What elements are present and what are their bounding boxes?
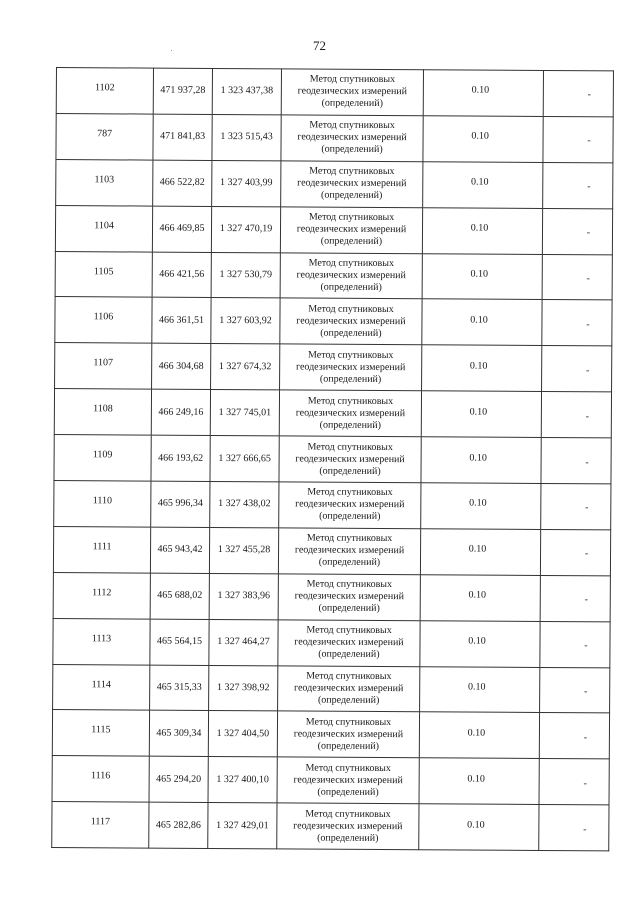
y-coordinate-cell — [208, 711, 277, 757]
point-number-cell — [55, 251, 152, 297]
y-coordinate-cell-text: 1 327 404,50 — [216, 727, 270, 740]
method-line: геодезических измерений — [294, 590, 404, 603]
accuracy-cell-text: 0.10 — [469, 497, 487, 510]
note-cell-text: - — [585, 410, 590, 422]
accuracy-cell-text: 0.10 — [471, 130, 489, 142]
point-number-cell — [54, 435, 151, 481]
note-cell-text: - — [586, 227, 591, 239]
y-coordinate-cell-text: 1 327 383,96 — [217, 590, 271, 602]
method-cell — [277, 757, 419, 804]
x-coordinate-cell — [151, 481, 210, 527]
x-coordinate-cell — [149, 711, 208, 757]
accuracy-cell-text: 0.10 — [470, 268, 489, 280]
method-line: (определений) — [319, 465, 381, 477]
method-cell — [281, 115, 423, 162]
note-cell — [540, 529, 610, 575]
table-row — [56, 68, 613, 117]
accuracy-cell-text: 0.10 — [467, 681, 486, 693]
method-line: (определений) — [319, 511, 381, 523]
accuracy-cell — [419, 758, 539, 805]
accuracy-cell-text: 0.10 — [470, 222, 489, 234]
y-coordinate-cell — [212, 114, 281, 160]
point-number-cell-text: 1105 — [93, 265, 114, 277]
accuracy-cell-text: 0.10 — [467, 819, 485, 831]
note-cell-text: - — [586, 273, 590, 285]
method-line: (определений) — [319, 373, 382, 385]
point-number-cell-text: 1112 — [92, 587, 112, 599]
note-cell — [543, 162, 613, 208]
method-line: геодезических измерений — [296, 223, 407, 236]
x-coordinate-cell — [151, 389, 210, 435]
note-cell — [541, 483, 611, 529]
method-line: Метод спутниковых — [305, 716, 392, 728]
point-number-cell — [53, 526, 150, 572]
y-coordinate-cell — [209, 573, 278, 619]
x-coordinate-cell — [149, 802, 208, 848]
accuracy-cell — [423, 162, 543, 209]
method-line: геодезических измерений — [297, 177, 407, 190]
y-coordinate-cell — [210, 436, 279, 482]
method-line: (определений) — [318, 602, 380, 615]
accuracy-cell — [422, 253, 542, 300]
point-number-cell — [52, 756, 149, 802]
x-coordinate-cell-text: 466 193,62 — [158, 452, 204, 464]
note-cell-text: - — [584, 548, 589, 560]
method-cell — [279, 482, 421, 529]
x-coordinate-cell-text: 471 841,83 — [160, 130, 206, 143]
note-cell-text: - — [583, 778, 587, 790]
method-cell — [278, 574, 420, 621]
method-line: геодезических измерений — [293, 682, 404, 695]
y-coordinate-cell — [209, 665, 278, 711]
coordinates-table — [51, 67, 614, 852]
x-coordinate-cell — [152, 206, 211, 252]
point-number-cell-text: 1111 — [92, 541, 112, 553]
point-number-cell — [52, 710, 149, 756]
y-coordinate-cell — [211, 206, 280, 252]
table-row — [54, 389, 611, 438]
method-line: (определений) — [317, 694, 380, 707]
y-coordinate-cell-text: 1 327 403,99 — [220, 177, 273, 189]
accuracy-cell — [421, 391, 541, 438]
point-number-cell — [52, 802, 149, 848]
method-line: Метод спутниковых — [306, 578, 393, 591]
note-cell-text: - — [584, 640, 588, 652]
point-number-cell-text: 1106 — [93, 311, 114, 323]
table-row — [55, 205, 612, 254]
point-number-cell — [54, 481, 151, 527]
point-number-cell-text: 1110 — [92, 495, 113, 507]
y-coordinate-cell-text: 1 327 530,79 — [219, 269, 273, 281]
y-coordinate-cell — [210, 390, 279, 436]
x-coordinate-cell — [149, 756, 208, 802]
method-cell — [278, 528, 420, 575]
method-line: Метод спутниковых — [306, 532, 393, 545]
note-cell — [540, 621, 610, 667]
note-cell — [543, 116, 613, 162]
point-number-cell — [55, 343, 152, 389]
note-cell — [540, 575, 610, 621]
x-coordinate-cell-text: 471 937,28 — [160, 85, 206, 97]
method-line: геодезических измерений — [293, 774, 403, 786]
method-line: Метод спутниковых — [306, 670, 392, 683]
note-cell — [543, 70, 613, 116]
x-coordinate-cell-text: 466 469,85 — [159, 222, 205, 235]
table-row — [54, 481, 611, 530]
method-cell — [281, 69, 423, 116]
method-line: геодезических измерений — [295, 498, 405, 511]
point-number-cell-text: 1107 — [93, 357, 114, 369]
point-number-cell — [55, 297, 152, 343]
y-coordinate-cell-text: 1 323 437,38 — [220, 85, 274, 97]
accuracy-cell — [422, 299, 542, 346]
point-number-cell-text: 1113 — [91, 632, 112, 645]
point-number-cell-text: 1104 — [94, 219, 114, 232]
method-line: Метод спутниковых — [308, 211, 395, 224]
point-number-cell — [53, 664, 150, 710]
method-line: Метод спутниковых — [307, 441, 393, 453]
y-coordinate-cell-text: 1 327 400,10 — [216, 773, 269, 786]
method-line: геодезических измерений — [293, 820, 403, 832]
point-number-cell — [53, 572, 150, 618]
method-line: (определений) — [321, 189, 383, 202]
note-cell — [542, 208, 612, 254]
y-coordinate-cell-text: 1 327 398,92 — [216, 682, 270, 694]
method-line: (определений) — [321, 98, 383, 110]
method-line: (определений) — [317, 740, 380, 752]
x-coordinate-cell-text: 466 361,51 — [158, 314, 204, 326]
method-line: (определений) — [317, 786, 379, 798]
y-coordinate-cell-text: 1 327 745,01 — [218, 406, 272, 418]
method-line: (определений) — [317, 832, 379, 844]
method-line: Метод спутниковых — [309, 73, 396, 86]
x-coordinate-cell-text: 465 564,15 — [156, 635, 203, 648]
method-line: Метод спутниковых — [305, 762, 391, 774]
note-cell-text: - — [583, 686, 588, 698]
method-line: Метод спутниковых — [308, 349, 394, 361]
method-line: (определений) — [321, 143, 383, 156]
table-row — [56, 113, 613, 162]
method-line: (определений) — [318, 648, 380, 661]
method-line: геодезических измерений — [294, 544, 405, 557]
point-number-cell — [56, 159, 153, 205]
x-coordinate-cell-text: 465 294,20 — [156, 773, 202, 785]
y-coordinate-cell — [211, 298, 280, 344]
method-cell — [280, 344, 422, 391]
method-cell — [280, 207, 422, 254]
method-line: Метод спутниковых — [307, 486, 393, 499]
note-cell — [539, 805, 609, 851]
table-row — [54, 435, 611, 484]
table-body — [52, 68, 614, 852]
accuracy-cell-text: 0.10 — [471, 84, 490, 97]
x-coordinate-cell-text: 466 421,56 — [159, 268, 205, 280]
method-cell — [277, 803, 419, 850]
x-coordinate-cell — [153, 114, 212, 160]
y-coordinate-cell-text: 1 327 603,92 — [219, 314, 272, 327]
scan-speck — [171, 50, 172, 51]
note-cell-text: - — [586, 319, 590, 331]
table-row — [55, 251, 612, 300]
point-number-cell-text: 1102 — [95, 82, 115, 94]
y-coordinate-cell-text: 1 327 470,19 — [219, 223, 273, 235]
table-row — [53, 526, 610, 575]
note-cell-text: - — [587, 135, 591, 147]
x-coordinate-cell — [150, 573, 209, 619]
note-cell — [541, 438, 611, 484]
accuracy-cell-text: 0.10 — [469, 406, 488, 418]
accuracy-cell-text: 0.10 — [471, 176, 489, 188]
accuracy-cell — [420, 620, 540, 667]
x-coordinate-cell-text: 465 309,34 — [156, 727, 202, 739]
accuracy-cell — [420, 575, 540, 622]
note-cell — [542, 300, 612, 346]
y-coordinate-cell-text: 1 323 515,43 — [220, 131, 273, 143]
method-line: Метод спутниковых — [309, 165, 395, 178]
note-cell-text: - — [585, 456, 589, 468]
note-cell — [539, 759, 609, 805]
x-coordinate-cell-text: 466 304,68 — [158, 360, 204, 372]
method-cell — [280, 252, 422, 299]
x-coordinate-cell-text: 466 522,82 — [159, 176, 205, 189]
y-coordinate-cell — [210, 481, 279, 527]
x-coordinate-cell — [152, 298, 211, 344]
method-line: геодезических измерений — [297, 85, 408, 98]
x-coordinate-cell-text: 465 315,33 — [156, 681, 202, 693]
accuracy-cell-text: 0.10 — [468, 543, 487, 555]
point-number-cell — [54, 389, 151, 435]
point-number-cell — [53, 618, 150, 664]
note-cell — [542, 254, 612, 300]
accuracy-cell — [423, 116, 543, 163]
x-coordinate-cell — [150, 527, 209, 573]
note-cell-text: - — [583, 732, 588, 744]
y-coordinate-cell — [212, 160, 281, 206]
x-coordinate-cell-text: 465 688,02 — [157, 589, 203, 602]
y-coordinate-cell-text: 1 327 464,27 — [217, 636, 270, 648]
method-cell — [280, 298, 422, 345]
accuracy-cell — [421, 437, 541, 484]
note-cell-text: - — [583, 823, 587, 835]
x-coordinate-cell-text: 465 943,42 — [157, 543, 203, 556]
page-number: 72 — [313, 38, 326, 53]
method-line: Метод спутниковых — [305, 808, 391, 820]
method-line: (определений) — [320, 281, 382, 293]
point-number-cell-text: 1103 — [94, 174, 115, 186]
y-coordinate-cell — [209, 619, 278, 665]
y-coordinate-cell-text: 1 327 455,28 — [217, 544, 271, 556]
table-row — [56, 159, 613, 208]
method-line: (определений) — [318, 556, 381, 569]
accuracy-cell-text: 0.10 — [467, 773, 485, 785]
method-line: Метод спутниковых — [307, 395, 394, 407]
method-line: геодезических измерений — [294, 636, 404, 649]
point-number-cell — [55, 205, 152, 251]
method-line: геодезических измерений — [295, 361, 406, 373]
note-cell-text: - — [587, 89, 592, 101]
y-coordinate-cell-text: 1 327 666,65 — [218, 452, 271, 464]
method-line: (определений) — [320, 327, 382, 339]
accuracy-cell-text: 0.10 — [467, 727, 486, 739]
table-row — [52, 756, 609, 805]
method-line: геодезических измерений — [293, 728, 404, 741]
point-number-cell-text: 1115 — [91, 724, 111, 736]
x-coordinate-cell-text: 465 996,34 — [157, 498, 203, 510]
table-row — [52, 710, 609, 759]
y-coordinate-cell-text: 1 327 674,32 — [218, 360, 272, 373]
x-coordinate-cell — [151, 435, 210, 481]
table-row — [55, 297, 612, 346]
table-row — [52, 802, 609, 851]
method-line: Метод спутниковых — [308, 257, 395, 270]
note-cell-text: - — [585, 365, 590, 377]
method-line: геодезических измерений — [297, 131, 407, 144]
table-row — [53, 618, 610, 667]
method-cell — [279, 390, 421, 437]
accuracy-cell-text: 0.10 — [470, 314, 488, 326]
note-cell-text: - — [587, 181, 591, 193]
x-coordinate-cell — [153, 160, 212, 206]
accuracy-cell — [420, 529, 540, 576]
x-coordinate-cell — [153, 68, 212, 114]
accuracy-cell — [421, 483, 541, 530]
accuracy-cell-text: 0.10 — [468, 635, 486, 647]
x-coordinate-cell — [152, 252, 211, 298]
y-coordinate-cell — [211, 344, 280, 390]
y-coordinate-cell — [211, 252, 280, 298]
note-cell — [539, 713, 609, 759]
x-coordinate-cell-text: 465 282,86 — [155, 819, 201, 831]
point-number-cell-text: 787 — [97, 128, 113, 140]
method-line: Метод спутниковых — [308, 303, 394, 315]
point-number-cell-text: 1109 — [92, 449, 113, 461]
method-cell — [278, 620, 420, 667]
table-row — [55, 343, 612, 392]
accuracy-cell-text: 0.10 — [468, 589, 487, 601]
method-cell — [278, 665, 420, 712]
method-cell — [281, 161, 423, 208]
x-coordinate-cell-text: 466 249,16 — [158, 406, 204, 418]
table-row — [53, 664, 610, 713]
y-coordinate-cell — [212, 68, 281, 114]
method-line: Метод спутниковых — [309, 119, 395, 132]
method-line: Метод спутниковых — [306, 624, 392, 637]
accuracy-cell-text: 0.10 — [469, 452, 487, 464]
accuracy-cell — [422, 345, 542, 392]
x-coordinate-cell — [150, 665, 209, 711]
method-line: геодезических измерений — [296, 315, 406, 328]
point-number-cell-text: 1108 — [93, 403, 113, 415]
method-line: (определений) — [320, 235, 383, 248]
y-coordinate-cell — [208, 803, 277, 849]
accuracy-cell — [419, 804, 539, 851]
y-coordinate-cell-text: 1 327 429,01 — [216, 819, 269, 832]
point-number-cell-text: 1116 — [90, 770, 111, 782]
method-line: (определений) — [319, 419, 382, 431]
accuracy-cell — [420, 666, 540, 713]
method-cell — [279, 436, 421, 483]
x-coordinate-cell — [152, 343, 211, 389]
accuracy-cell-text: 0.10 — [469, 360, 488, 372]
note-cell — [540, 667, 610, 713]
x-coordinate-cell — [150, 619, 209, 665]
method-line: геодезических измерений — [295, 453, 405, 465]
point-number-cell-text: 1114 — [91, 678, 111, 690]
note-cell — [541, 392, 611, 438]
point-number-cell — [56, 113, 153, 159]
note-cell — [542, 346, 612, 392]
accuracy-cell — [423, 70, 543, 117]
accuracy-cell — [422, 207, 542, 254]
y-coordinate-cell — [208, 757, 277, 803]
point-number-cell — [56, 68, 153, 114]
note-cell-text: - — [584, 594, 588, 606]
table-row — [53, 572, 610, 621]
method-line: геодезических измерений — [295, 407, 406, 419]
accuracy-cell — [419, 712, 539, 759]
y-coordinate-cell — [209, 527, 278, 573]
method-line: геодезических измерений — [296, 269, 406, 282]
point-number-cell-text: 1117 — [90, 816, 111, 828]
method-cell — [277, 711, 419, 758]
note-cell-text: - — [585, 502, 589, 514]
y-coordinate-cell-text: 1 327 438,02 — [218, 498, 271, 510]
